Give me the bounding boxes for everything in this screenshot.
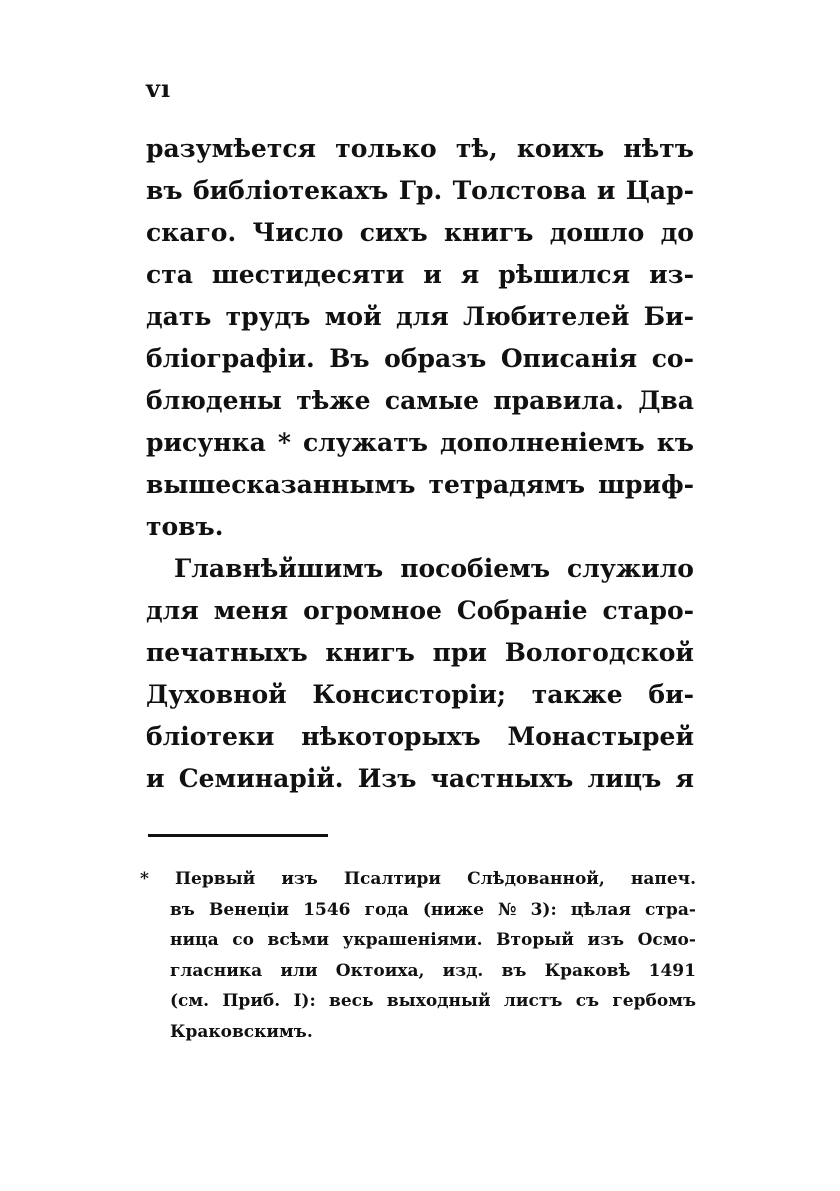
word: года — [364, 899, 409, 920]
word: тѣже — [296, 386, 371, 415]
word: * — [140, 869, 149, 889]
word: сихъ — [359, 218, 428, 247]
body-line — [146, 380, 694, 422]
word: коихъ — [516, 134, 605, 163]
word: Краковскимъ. — [170, 1021, 313, 1042]
word: Октоиха, — [335, 960, 425, 981]
word: старо- — [602, 596, 694, 625]
word: всѣми — [267, 930, 330, 950]
footnote-line — [140, 864, 696, 895]
word: и — [596, 176, 616, 205]
word: листъ — [503, 991, 563, 1011]
word: ница — [170, 930, 219, 950]
word: товъ. — [146, 512, 224, 541]
body-line — [146, 716, 694, 758]
word: въ — [501, 960, 527, 981]
word: Псалтири — [343, 869, 441, 889]
body-text — [146, 128, 694, 800]
word: книгъ — [443, 218, 534, 247]
body-line — [146, 632, 694, 674]
body-line — [146, 296, 694, 338]
word: образъ — [384, 344, 487, 373]
word: или — [280, 960, 318, 981]
word: Въ — [329, 344, 370, 373]
word: Монастырей — [507, 722, 694, 751]
footnote-line — [146, 956, 696, 987]
body-line — [146, 212, 694, 254]
body-line — [146, 254, 694, 296]
word: дошло — [549, 218, 645, 247]
word: изъ — [281, 869, 318, 889]
word: рисунка — [146, 428, 266, 457]
body-line — [146, 464, 694, 506]
word: печатныхъ — [146, 638, 308, 667]
word: самые — [384, 386, 479, 415]
body-line — [146, 590, 694, 632]
word: гербомъ — [612, 991, 696, 1011]
word: Венеціи — [208, 899, 290, 920]
footnote-line — [146, 925, 696, 956]
word: шриф- — [598, 470, 694, 499]
body-line — [146, 506, 694, 548]
word: дать — [146, 302, 212, 331]
word: разумѣется — [146, 134, 317, 163]
word: Семинарій. — [178, 764, 344, 793]
word: стра- — [645, 899, 696, 920]
word: мой — [324, 302, 382, 331]
word: изд. — [442, 960, 484, 981]
word: 1546 — [303, 899, 351, 920]
word: и — [423, 260, 442, 289]
word: для — [395, 302, 449, 331]
word: съ — [575, 991, 600, 1011]
word: весь — [329, 991, 374, 1011]
word: украшеніями. — [342, 930, 483, 950]
word: изъ — [587, 930, 624, 950]
word: Изъ — [357, 764, 417, 793]
word: Вторый — [496, 930, 574, 950]
word: трудъ — [225, 302, 311, 331]
word: меня — [213, 596, 289, 625]
word: служатъ — [302, 428, 428, 457]
word: я — [675, 764, 694, 793]
word: № — [498, 899, 517, 920]
word: правила. — [493, 386, 624, 415]
word: Толстова — [452, 176, 587, 205]
body-line — [146, 170, 694, 212]
footnote-divider — [148, 834, 328, 837]
word: Слѣдованной, — [467, 869, 605, 889]
word: со — [232, 930, 254, 950]
word: Вологодской — [504, 638, 694, 667]
word: книгъ — [325, 638, 415, 667]
word: Описанія — [500, 344, 638, 373]
word: Духовной — [146, 680, 287, 709]
word: 1491 — [648, 960, 696, 981]
word: вышесказаннымъ — [146, 470, 416, 499]
word: Первый — [175, 869, 256, 889]
word: нѣтъ — [623, 134, 694, 163]
word: би- — [648, 680, 694, 709]
word: въ — [170, 899, 195, 920]
word: выходный — [386, 991, 491, 1011]
word: только — [335, 134, 437, 163]
body-line — [146, 758, 694, 800]
word: (ниже — [422, 899, 484, 920]
footnote-line — [146, 895, 696, 926]
word: шестидесяти — [211, 260, 405, 289]
footnote-line — [146, 986, 696, 1017]
word: Консисторіи; — [312, 680, 507, 709]
word: я — [460, 260, 480, 289]
word: бліотеки — [146, 722, 275, 751]
word: I): — [293, 991, 316, 1011]
footnote-line — [146, 1017, 696, 1048]
word: также — [531, 680, 623, 709]
word: Осмо- — [637, 930, 696, 950]
word: Приб. — [222, 991, 281, 1011]
word: огромное — [303, 596, 442, 625]
word: Цар- — [625, 176, 694, 205]
word: цѣлая — [570, 899, 631, 920]
word: Любителей — [462, 302, 630, 331]
word: частныхъ — [430, 764, 574, 793]
word: Главнѣйшимъ — [174, 554, 384, 583]
word: из- — [649, 260, 694, 289]
word: Собраніе — [456, 596, 588, 625]
word: со- — [651, 344, 694, 373]
body-line — [146, 422, 694, 464]
word: гласника — [170, 960, 263, 981]
word: и — [146, 764, 165, 793]
word: дополненіемъ — [439, 428, 645, 457]
word: къ — [656, 428, 694, 457]
word: тетрадямъ — [428, 470, 586, 499]
word: Би- — [643, 302, 694, 331]
page-number: vı — [146, 74, 172, 103]
word: бліографіи. — [146, 344, 315, 373]
word: * — [277, 428, 291, 457]
word: нѣкоторыхъ — [301, 722, 481, 751]
word: при — [432, 638, 487, 667]
footnote — [140, 864, 696, 1047]
body-line — [146, 674, 694, 716]
word: служило — [567, 554, 694, 583]
word: ста — [146, 260, 193, 289]
word: (см. — [170, 991, 210, 1011]
word: Два — [638, 386, 694, 415]
word: скаго. — [146, 218, 237, 247]
word: блюдены — [146, 386, 282, 415]
word: библіотекахъ — [192, 176, 389, 205]
word: рѣшился — [498, 260, 631, 289]
word: до — [660, 218, 694, 247]
word: пособіемъ — [400, 554, 551, 583]
word: Краковѣ — [544, 960, 631, 981]
word: Гр. — [398, 176, 443, 205]
body-line — [146, 128, 694, 170]
body-line — [146, 338, 694, 380]
word: 3): — [530, 899, 557, 920]
word: въ — [146, 176, 183, 205]
body-line — [146, 548, 694, 590]
word: для — [146, 596, 199, 625]
word: лицъ — [587, 764, 662, 793]
word: тѣ, — [455, 134, 498, 163]
word: Число — [252, 218, 344, 247]
word: напеч. — [630, 869, 696, 889]
